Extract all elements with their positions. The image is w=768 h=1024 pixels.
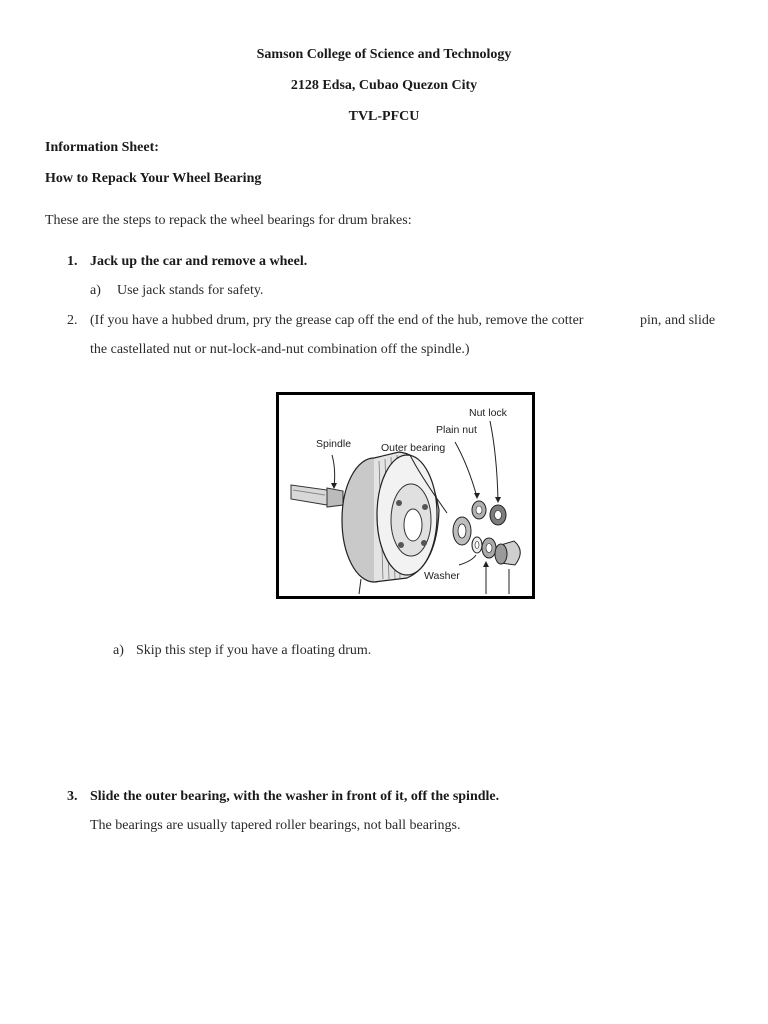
step-2-line-2: the castellated nut or nut-lock-and-nut combination off the spindle.) bbox=[90, 342, 470, 357]
label-outer-bearing: Outer bearing bbox=[381, 442, 446, 454]
label-nut-lock: Nut lock bbox=[469, 407, 507, 419]
grease-cap-part bbox=[495, 541, 520, 565]
sheet-type: Information Sheet: bbox=[45, 140, 159, 155]
school-name: Samson College of Science and Technology bbox=[256, 47, 512, 62]
nut-lock-leader bbox=[490, 421, 498, 501]
step-2-note: Skip this step if you have a floating drum. bbox=[136, 643, 372, 658]
program-code: TVL-PFCU bbox=[348, 109, 420, 124]
step-2-number: 2. bbox=[67, 313, 78, 328]
step-1-text: Jack up the car and remove a wheel. bbox=[90, 254, 308, 269]
label-plain-nut: Plain nut bbox=[436, 424, 477, 436]
label-washer: Washer bbox=[424, 570, 460, 582]
label-spindle: Spindle bbox=[316, 438, 352, 450]
intro-text: These are the steps to repack the wheel bearings for drum brakes: bbox=[45, 213, 412, 228]
step-3-text: Slide the outer bearing, with the washer in front of it, off the spindle. bbox=[90, 789, 500, 804]
step-2-line-1: (If you have a hubbed drum, pry the grease cap off the end of the hub, remove the cotter bbox=[90, 313, 584, 328]
step-2-note-marker: a) bbox=[113, 643, 124, 658]
step-1-note: Use jack stands for safety. bbox=[117, 283, 264, 298]
step-1-number: 1. bbox=[67, 254, 78, 269]
spindle-leader bbox=[332, 455, 335, 487]
washer-part bbox=[472, 537, 482, 553]
brake-drum bbox=[342, 452, 439, 582]
castellated-nut-part bbox=[482, 538, 496, 558]
drum-pointer-line bbox=[359, 579, 361, 594]
step-2-line-1-tail: pin, and slide bbox=[640, 313, 716, 328]
wheel-bearing-diagram bbox=[276, 392, 535, 599]
spindle-shaft bbox=[291, 485, 343, 507]
plain-nut-part bbox=[472, 501, 486, 519]
step-3-number: 3. bbox=[67, 789, 78, 804]
step-1-note-marker: a) bbox=[90, 283, 101, 298]
washer-leader bbox=[459, 555, 476, 565]
nut-lock-part bbox=[490, 505, 506, 525]
step-3-note: The bearings are usually tapered roller bearings, not ball bearings. bbox=[90, 818, 461, 833]
plain-nut-leader bbox=[455, 442, 477, 497]
outer-bearing-part bbox=[453, 517, 471, 545]
document-title: How to Repack Your Wheel Bearing bbox=[45, 171, 262, 186]
school-address: 2128 Edsa, Cubao Quezon City bbox=[290, 78, 478, 93]
